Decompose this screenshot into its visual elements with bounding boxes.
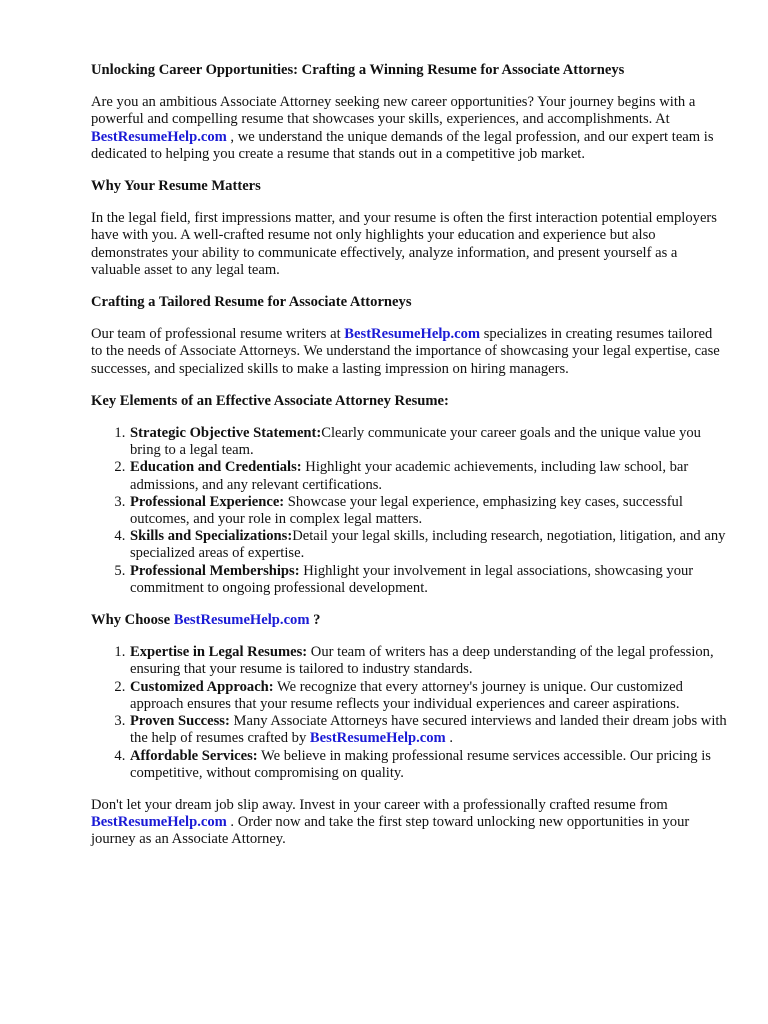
bestresumehelp-link[interactable]: BestResumeHelp.com <box>344 326 481 343</box>
crafting-text-before: Our team of professional resume writers at <box>91 326 345 343</box>
list-item <box>129 644 727 678</box>
list-item-label: Customized Approach: <box>130 678 274 695</box>
list-item-label: Skills and Specializations: <box>130 528 293 545</box>
list-item <box>129 459 727 493</box>
list-item-text: Many Associate Attorneys have secured interviews and landed their dream jobs with the help of resumes crafted by <box>130 713 727 747</box>
list-item-text: Our team of writers has a deep understanding of the legal profession, ensuring that your resume is tailored to industry standards. <box>130 644 714 678</box>
why-resume-matters-paragraph: In the legal field, first impressions matter, and your resume is often the first interaction potential employers have with you. A well-crafted resume not only highlights your education and experience but also demonstrates your ability to communicate effectively, analyze information, and present yourself as a valuable asset to any legal team. <box>91 210 717 278</box>
intro-text-before: Are you an ambitious Associate Attorney seeking new career opportunities? Your journey begins with a powerful and compelling resume that showcases your skills, experiences, and accomplishments. At <box>91 94 696 128</box>
list-item-text: Clearly communicate your career goals and the unique value you bring to a legal team. <box>130 425 701 459</box>
section-heading-why-choose <box>91 612 727 629</box>
bestresumehelp-link[interactable]: BestResumeHelp.com <box>173 612 310 629</box>
list-item-text: We believe in making professional resume services accessible. Our pricing is competitive, without compromising on quality. <box>130 747 711 781</box>
list-item <box>129 494 727 528</box>
intro-text-after: , we understand the unique demands of the legal profession, and our expert team is dedicated to helping you create a resume that stands out in a competitive job market. <box>91 128 714 162</box>
bestresumehelp-link[interactable]: BestResumeHelp.com <box>91 128 227 145</box>
crafting-tailored-resume-paragraph <box>91 326 727 378</box>
list-item-text: Highlight your academic achievements, including law school, bar admissions, and any relevant certifications. <box>130 459 689 493</box>
list-item-text: We recognize that every attorney's journey is unique. Our customized approach ensures that your resume reflects your individual experiences and career aspirations. <box>130 678 683 712</box>
list-item-label: Affordable Services: <box>130 747 258 764</box>
why-choose-text-before: Why Choose <box>91 612 174 629</box>
list-item-text-after: . <box>445 730 453 747</box>
list-item <box>129 563 727 597</box>
list-item <box>129 528 727 562</box>
section-heading-why-resume-matters: Why Your Resume Matters <box>91 178 261 195</box>
key-elements-list <box>91 425 727 597</box>
closing-paragraph <box>91 797 727 849</box>
list-item-label: Education and Credentials: <box>130 459 302 476</box>
bestresumehelp-link[interactable]: BestResumeHelp.com <box>91 814 227 831</box>
closing-text-before: Don't let your dream job slip away. Invest in your career with a professionally crafted resume from <box>91 796 668 813</box>
document-title: Unlocking Career Opportunities: Crafting a Winning Resume for Associate Attorneys <box>91 62 625 78</box>
intro-paragraph <box>91 94 727 163</box>
list-item-label: Professional Memberships: <box>130 562 300 579</box>
list-item <box>129 713 727 747</box>
list-item-text: Showcase your legal experience, emphasizing key cases, successful outcomes, and your role in complex legal matters. <box>130 493 683 528</box>
closing-text-after: . Order now and take the first step toward unlocking new opportunities in your journey as an Associate Attorney. <box>91 814 690 848</box>
list-item <box>129 425 727 459</box>
list-item <box>129 748 727 782</box>
crafting-text-after: specializes in creating resumes tailored to the needs of Associate Attorneys. We understand the importance of showcasing your legal expertise, case successes, and specialized skills to make a lasting impression on hiring managers. <box>91 326 720 377</box>
why-choose-text-after: ? <box>309 612 321 629</box>
list-item-text: Detail your legal skills, including research, negotiation, litigation, and any specialized areas of expertise. <box>130 528 726 562</box>
list-item-label: Strategic Objective Statement: <box>130 425 322 442</box>
list-item <box>129 679 727 713</box>
why-choose-list <box>91 644 727 782</box>
document-page <box>91 62 727 849</box>
bestresumehelp-link[interactable]: BestResumeHelp.com <box>309 730 446 747</box>
list-item-label: Professional Experience: <box>130 493 285 510</box>
list-item-text: Highlight your involvement in legal associations, showcasing your commitment to ongoing professional development. <box>130 562 694 596</box>
section-heading-crafting-tailored-resume: Crafting a Tailored Resume for Associate Attorneys <box>91 294 412 311</box>
list-item-label: Proven Success: <box>130 713 230 730</box>
list-item-label: Expertise in Legal Resumes: <box>130 644 308 661</box>
section-heading-key-elements: Key Elements of an Effective Associate Attorney Resume: <box>91 392 449 409</box>
